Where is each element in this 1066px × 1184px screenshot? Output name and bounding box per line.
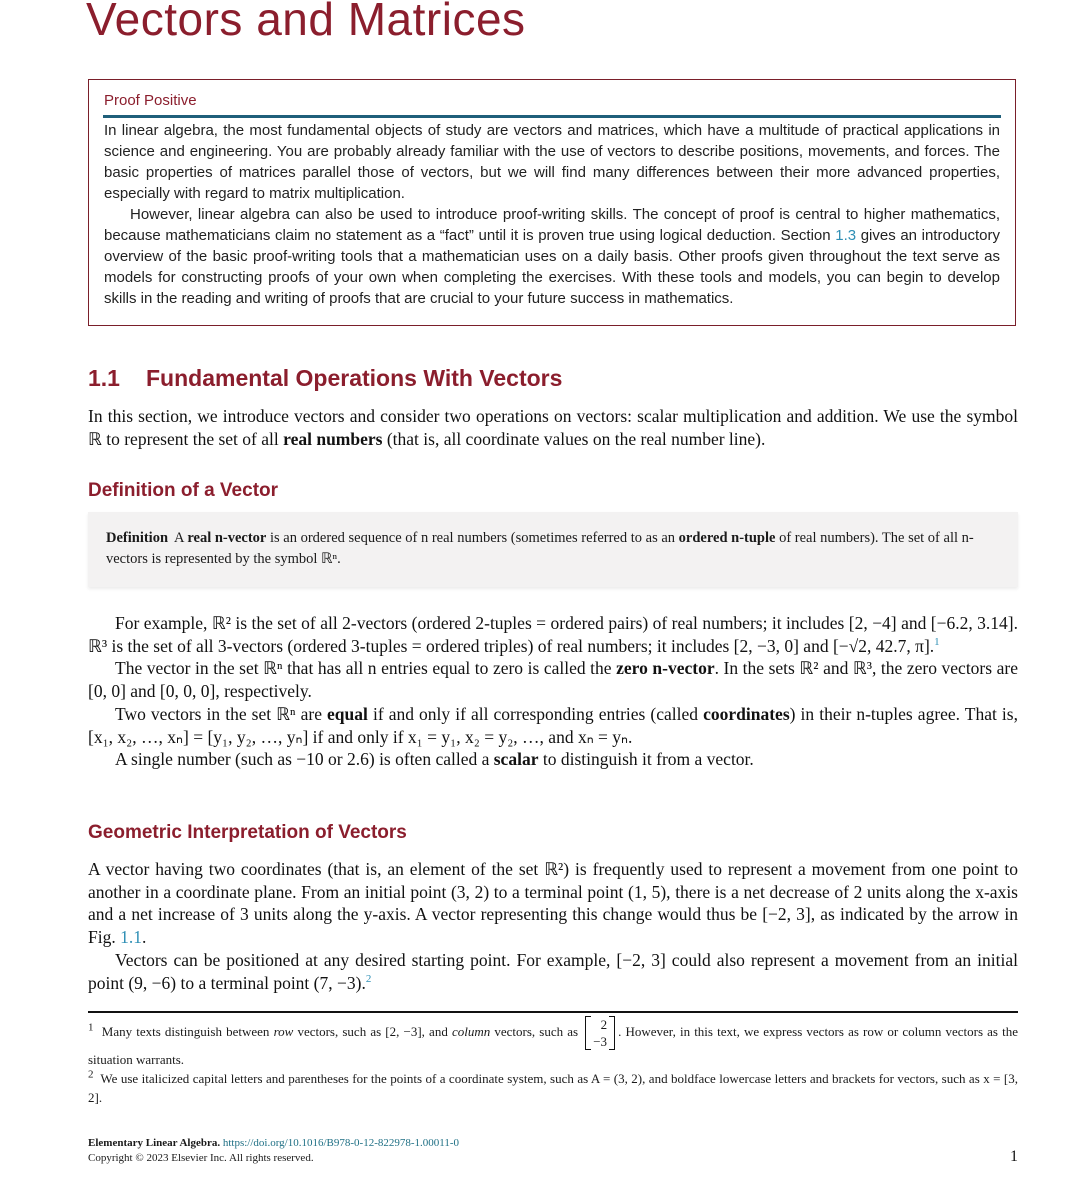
section-title: Fundamental Operations With Vectors (146, 365, 563, 391)
zero-vector-text-end: . In the sets ℝ² and ℝ³, the zero vectors are [0, 0] and [0, 0, 0], respectively. (88, 658, 1018, 702)
colvec-bottom: −3 (593, 1034, 608, 1049)
term-coordinates: coordinates (703, 703, 790, 724)
intro-text: In this section, we introduce vectors and consider two operations on vectors: scalar multiplication and addition. We use the symbol ℝ to represent the set of all (88, 406, 1018, 449)
proof-paragraph-2-text: However, linear algebra can also be used to introduce proof-writing skills. The concept of proof is central to higher mathematics, because mathematicians claim no statement as a “fact” until it is proven true using logical deduction. Section (104, 206, 1000, 244)
paragraph-geometric-2 (88, 949, 1018, 994)
term-ordered-n-tuple: ordered n-tuple (678, 530, 776, 546)
examples-text: For example, ℝ² is the set of all 2-vectors (ordered 2-tuples = ordered pairs) of real numbers; it includes [2, −4] and [−6.2, 3.14]. ℝ³ is the set of all 3-vectors (ordered 3-tuples = ordered triples) of real numbers; it includes [2, −3, 0] and [−√2, 42.7, π]. (88, 613, 1018, 656)
section-intro-paragraph (88, 405, 1018, 450)
definition-text (106, 528, 1004, 570)
paragraph-geometric-1 (88, 858, 1018, 949)
term-real-n-vector: real n-vector (187, 530, 267, 546)
term-scalar: scalar (493, 749, 539, 770)
footnote-ref-2[interactable]: 2 (365, 972, 372, 985)
footnote-ref-1[interactable]: 1 (934, 635, 940, 648)
page-number: 1 (1010, 1148, 1018, 1165)
equal-text-2: if and only if all corresponding entries (called (367, 703, 704, 724)
section-number: 1.1 (88, 365, 120, 391)
fn1-italic-column: column (451, 1023, 491, 1039)
definition-paragraphs (88, 612, 1018, 771)
page-footer (88, 1136, 1018, 1166)
scalar-text-end: to distinguish it from a vector. (538, 749, 754, 770)
equal-text-3: ) in their n-tuples agree. That is, [x₁, x₂, …, xₙ] = [y₁, y₂, …, yₙ] if and only if x₁ = y₁, x₂ = y₂, …, and xₙ = yₙ. (88, 703, 1018, 747)
section-1-3-link[interactable]: 1.3 (835, 227, 857, 244)
footnotes (88, 1016, 1018, 1107)
footnote-1 (88, 1016, 1018, 1069)
def-text-1: A (174, 530, 188, 546)
geometric-text-2: Vectors can be positioned at any desired starting point. For example, [−2, 3] could also represent a movement from an initial point (9, −6) to a terminal point (7, −3). (88, 949, 1018, 993)
footnote-2-number: 2 (88, 1068, 94, 1081)
fn1-text-4: . However, in this text, we express vectors as row or column vectors as the situation warrants. (88, 1023, 1018, 1067)
fn1-text-2: vectors, such as [2, −3], and (293, 1023, 452, 1039)
geometric-paragraphs (88, 858, 1018, 994)
paragraph-examples (88, 612, 1018, 657)
geometric-text-end: . (141, 927, 147, 948)
paragraph-zero-vector (88, 657, 1018, 702)
footnote-divider (88, 1011, 1018, 1013)
fn1-italic-row: row (273, 1023, 294, 1039)
subsection-geometric-title: Geometric Interpretation of Vectors (88, 822, 407, 843)
section-heading (88, 365, 562, 392)
proof-box-title: Proof Positive (104, 92, 197, 109)
section-intro (88, 405, 1018, 450)
chapter-title: Vectors and Matrices (86, 0, 526, 45)
paragraph-equal-vectors (88, 703, 1018, 748)
def-text-3: of real numbers). The set of all n-vectors is represented by the symbol ℝⁿ. (106, 530, 974, 567)
footnote-1-number: 1 (88, 1021, 94, 1034)
intro-text-end: (that is, all coordinate values on the real number line). (382, 428, 766, 449)
definition-box (88, 512, 1018, 587)
term-equal: equal (327, 703, 368, 724)
footnote-2 (88, 1069, 1018, 1107)
definition-label: Definition (106, 530, 169, 546)
footer-book-title: Elementary Linear Algebra. (88, 1137, 221, 1149)
zero-vector-text: The vector in the set ℝⁿ that has all n entries equal to zero is called the (115, 658, 617, 679)
column-vector-matrix (585, 1016, 615, 1050)
fn1-text-1: Many texts distinguish between (101, 1023, 274, 1039)
term-zero-n-vector: zero n-vector (616, 658, 715, 679)
fn2-text: We use italicized capital letters and parentheses for the points of a coordinate system, such as A = (3, 2), and boldface lowercase letters and brackets for vectors, such as x = [3, 2]. (88, 1071, 1018, 1105)
proof-paragraph-2-text-end: gives an introductory overview of the basic proof-writing tools that a mathematician uses on a daily basis. Other proofs given throughout the text serve as models for constructing proofs of your own when completing the exercises. With these tools and models, you can begin to develop skills in the reading and writing of proofs that are crucial to your future success in mathematics. (104, 227, 1000, 307)
figure-1-1-link[interactable]: 1.1 (120, 927, 142, 948)
paragraph-scalar (88, 748, 1018, 771)
proof-positive-box (88, 79, 1016, 326)
scalar-text: A single number (such as −10 or 2.6) is often called a (115, 749, 494, 770)
footer-copyright: Copyright © 2023 Elsevier Inc. All rights reserved. (88, 1152, 314, 1164)
footer-doi-link[interactable]: https://doi.org/10.1016/B978-0-12-822978-1.00011-0 (222, 1137, 460, 1149)
fn1-text-3: vectors, such as (490, 1023, 583, 1039)
term-real-numbers: real numbers (283, 428, 383, 449)
equal-text-1: Two vectors in the set ℝⁿ are (115, 703, 328, 724)
proof-box-divider (103, 115, 1001, 118)
colvec-top: 2 (600, 1017, 608, 1032)
def-text-2: is an ordered sequence of n real numbers (sometimes referred to as an (266, 530, 679, 546)
subsection-definition-title: Definition of a Vector (88, 480, 279, 501)
proof-paragraph-1: In linear algebra, the most fundamental objects of study are vectors and matrices, which have a multitude of practical applications in science and engineering. You are probably already familiar with the use of vectors to describe positions, movements, and forces. The basic properties of matrices parallel those of vectors, but we will find many differences between their more advanced properties, especially with regard to matrix multiplication. (104, 122, 1000, 202)
proof-box-body (104, 120, 1000, 309)
proof-paragraph-2 (104, 204, 1000, 309)
geometric-text: A vector having two coordinates (that is, an element of the set ℝ²) is frequently used to represent a movement from one point to another in a coordinate plane. From an initial point (3, 2) to a terminal point (1, 5), there is a net decrease of 2 units along the x-axis and a net increase of 3 units along the y-axis. A vector representing this change would thus be [−2, 3], as indicated by the arrow in Fig. (88, 859, 1018, 948)
footer-citation (88, 1136, 1018, 1151)
